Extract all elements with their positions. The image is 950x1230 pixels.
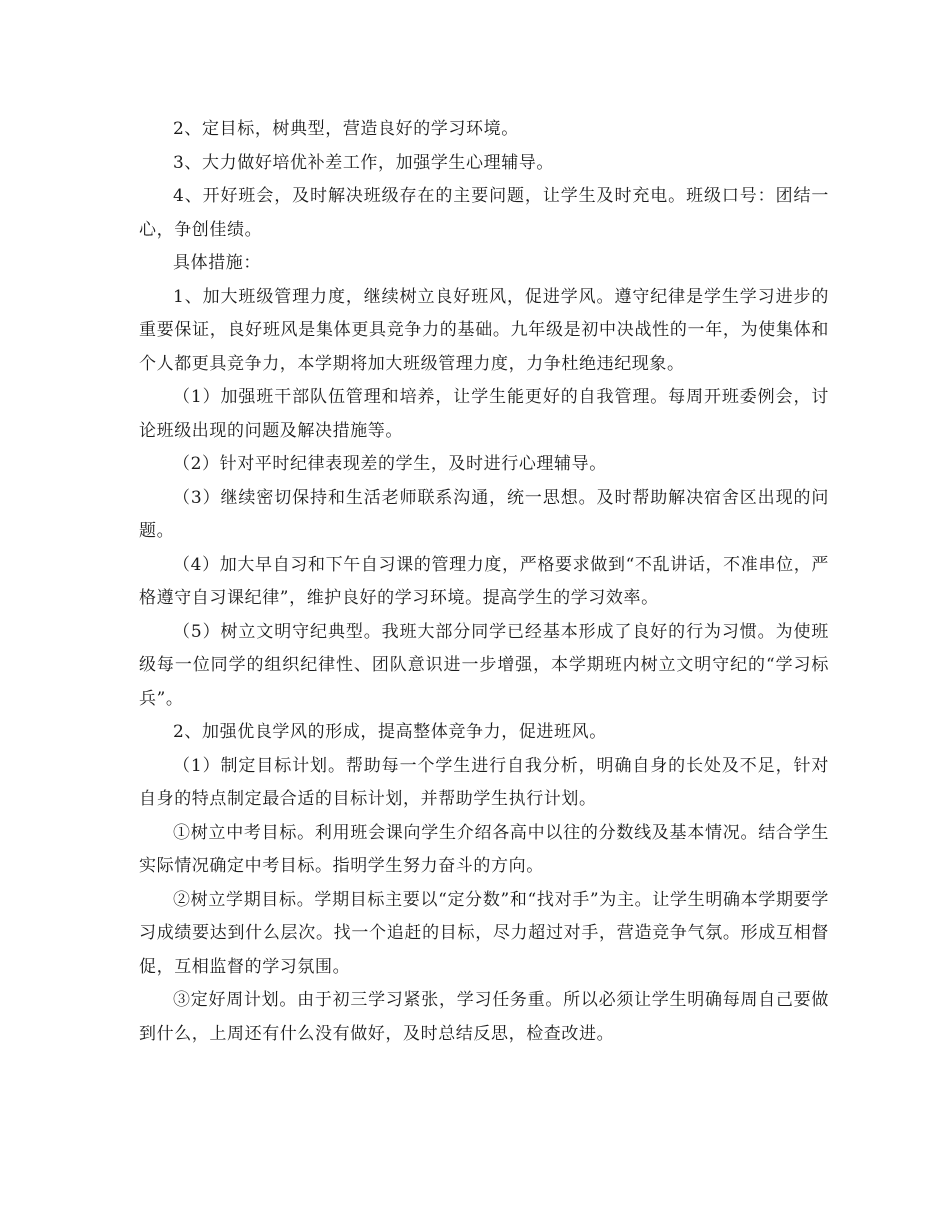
paragraph-goal-semester: ②树立学期目标。学期目标主要以“定分数”和“找对手”为主。让学生明确本学期要学习成绩要达到什么层次。找一个追赶的目标，尽力超过对手，营造竞争气氛。形成互相督促，互相监督的学习氛围。: [139, 889, 829, 977]
paragraph-goal-weekly: ③定好周计划。由于初三学习紧张，学习任务重。所以必须让学生明确每周自己要做到什么，上周还有什么没有做好，及时总结反思，检查改进。: [139, 990, 829, 1044]
paragraph-goal-3: 3、大力做好培优补差工作，加强学生心理辅导。: [173, 152, 555, 173]
section-heading-measures: 具体措施：: [173, 253, 261, 273]
paragraph-measure-1-item-3: （3）继续密切保持和生活老师联系沟通，统一思想。及时帮助解决宿舍区出现的问题。: [139, 487, 829, 541]
paragraph-measure-2: 2、加强优良学风的形成，提高整体竞争力，促进班风。: [173, 722, 607, 742]
paragraph-measure-1-item-5: （5）树立文明守纪典型。我班大部分同学已经基本形成了良好的行为习惯。为使班级每一位同学的组织纪律性、团队意识进一步增强，本学期班内树立文明守纪的“学习标兵”。: [139, 621, 829, 709]
paragraph-goal-2: 2、定目标，树典型，营造良好的学习环境。: [173, 119, 519, 139]
document-body: [139, 113, 829, 1051]
paragraph-goal-4: 4、开好班会，及时解决班级存在的主要问题，让学生及时充电。班级口号：团结一心，争创佳绩。: [139, 186, 829, 240]
paragraph-measure-1: 1、加大班级管理力度，继续树立良好班风，促进学风。遵守纪律是学生学习进步的重要保证，良好班风是集体更具竞争力的基础。九年级是初中决战性的一年，为使集体和个人都更具竞争力，本学期将加大班级管理力度，力争杜绝违纪现象。: [139, 286, 829, 374]
paragraph-measure-1-item-4: （4）加大早自习和下午自习课的管理力度，严格要求做到“不乱讲话，不准串位，严格遵守自习课纪律”，维护良好的学习环境。提高学生的学习效率。: [139, 554, 829, 608]
paragraph-measure-2-item-1: （1）制定目标计划。帮助每一个学生进行自我分析，明确自身的长处及不足，针对自身的特点制定最合适的目标计划，并帮助学生执行计划。: [139, 755, 829, 809]
paragraph-goal-exam: ①树立中考目标。利用班会课向学生介绍各高中以往的分数线及基本情况。结合学生实际情况确定中考目标。指明学生努力奋斗的方向。: [139, 822, 829, 876]
paragraph-measure-1-item-2: （2）针对平时纪律表现差的学生，及时进行心理辅导。: [173, 454, 607, 474]
paragraph-measure-1-item-1: （1）加强班干部队伍管理和培养，让学生能更好的自我管理。每周开班委例会，讨论班级出现的问题及解决措施等。: [139, 387, 829, 441]
